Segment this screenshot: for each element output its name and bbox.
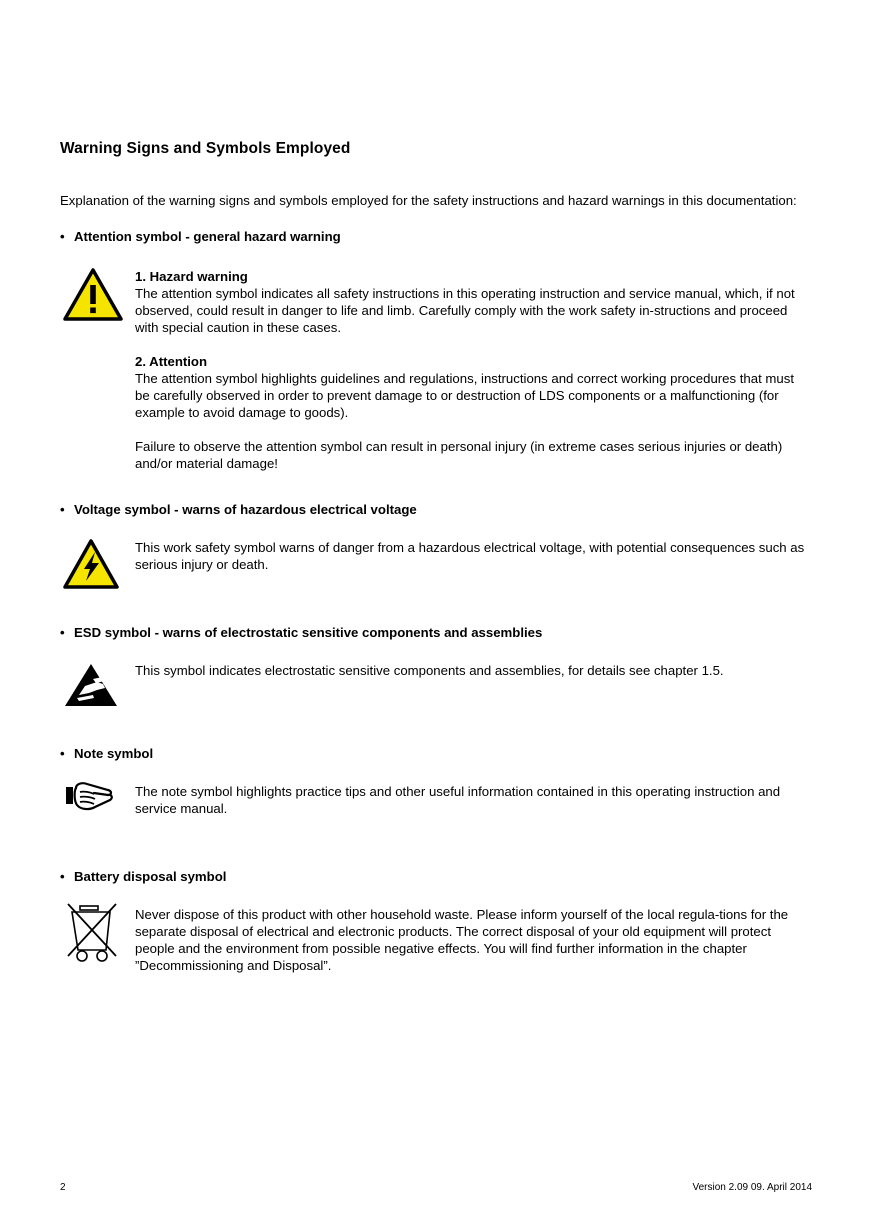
subsection-title-hazard-warning: 1. Hazard warning (135, 269, 248, 284)
section-esd-text (135, 662, 812, 679)
footer-page-number: 2 (60, 1182, 66, 1193)
section-heading-voltage (60, 502, 812, 517)
section-heading-esd (60, 625, 812, 640)
bullet-marker: • (60, 746, 65, 761)
section-battery-disposal-paragraph: Never dispose of this product with other household waste. Please inform yourself of the local regula-tions for the separate disposal of electrical and electronic products. The correct disposal of your old equipment will protect people and the environment from possible negative effects. You will find further information in the chapter ”Decommissioning and Disposal”. (135, 907, 789, 973)
section-note-text (135, 783, 812, 817)
subsection-text-attention: The attention symbol highlights guidelines and regulations, instructions and correct working procedures that must be carefully observed in order to prevent damage to or destruction of LDS components or a malfunctioning (for example to avoid damage to goods). (135, 371, 795, 420)
section-voltage-paragraph: This work safety symbol warns of danger from a hazardous electrical voltage, with potential consequences such as serious injury or death. (135, 540, 805, 572)
section-note-paragraph: The note symbol highlights practice tips and other useful information contained in this operating instruction and service manual. (135, 784, 781, 816)
section-note (60, 783, 812, 823)
bullet-marker: • (60, 502, 65, 517)
section-heading-label: ESD symbol - warns of electrostatic sensitive components and assemblies (74, 625, 543, 640)
bullet-marker: • (60, 625, 65, 640)
esd-triangle-hand-icon (63, 662, 119, 713)
section-heading-attention (60, 229, 812, 244)
section-voltage-text (135, 539, 812, 573)
bullet-marker: • (60, 869, 65, 884)
pointing-hand-note-icon (64, 779, 120, 820)
crossed-out-wheelie-bin-icon (66, 902, 124, 969)
section-heading-label: Battery disposal symbol (74, 869, 227, 884)
section-esd (60, 662, 812, 702)
bullet-marker: • (60, 229, 65, 244)
section-heading-note (60, 746, 812, 761)
section-esd-paragraph: This symbol indicates electrostatic sensitive components and assemblies, for details see chapter 1.5. (135, 663, 724, 678)
subsection-text-failure-to-observe: Failure to observe the attention symbol can result in personal injury (in extreme cases serious injuries or death) and/or material damage! (135, 439, 783, 471)
section-heading-label: Attention symbol - general hazard warning (74, 229, 341, 244)
section-voltage (60, 539, 812, 579)
subsection-title-attention: 2. Attention (135, 354, 208, 369)
section-heading-battery-disposal (60, 869, 812, 884)
page-title: Warning Signs and Symbols Employed (60, 140, 351, 157)
section-battery-disposal-text (135, 906, 812, 974)
subsection-text-hazard-warning: The attention symbol indicates all safety instructions in this operating instruction and service manual, which, if not observed, could result in danger to life and limb. Carefully comply with the work safety in-structions and proceed with special caution in these cases. (135, 286, 795, 335)
footer-version: Version 2.09 09. April 2014 (692, 1182, 812, 1193)
section-heading-label: Note symbol (74, 746, 154, 761)
section-battery-disposal (60, 906, 812, 974)
warning-triangle-exclamation-icon (63, 268, 123, 326)
intro-paragraph: Explanation of the warning signs and symbols employed for the safety instructions and hazard warnings in this documentation: (60, 193, 797, 208)
section-heading-label: Voltage symbol - warns of hazardous electrical voltage (74, 502, 417, 517)
section-attention (60, 268, 812, 472)
warning-triangle-lightning-icon (63, 539, 119, 594)
section-attention-text (135, 268, 812, 472)
page-content (60, 140, 812, 974)
